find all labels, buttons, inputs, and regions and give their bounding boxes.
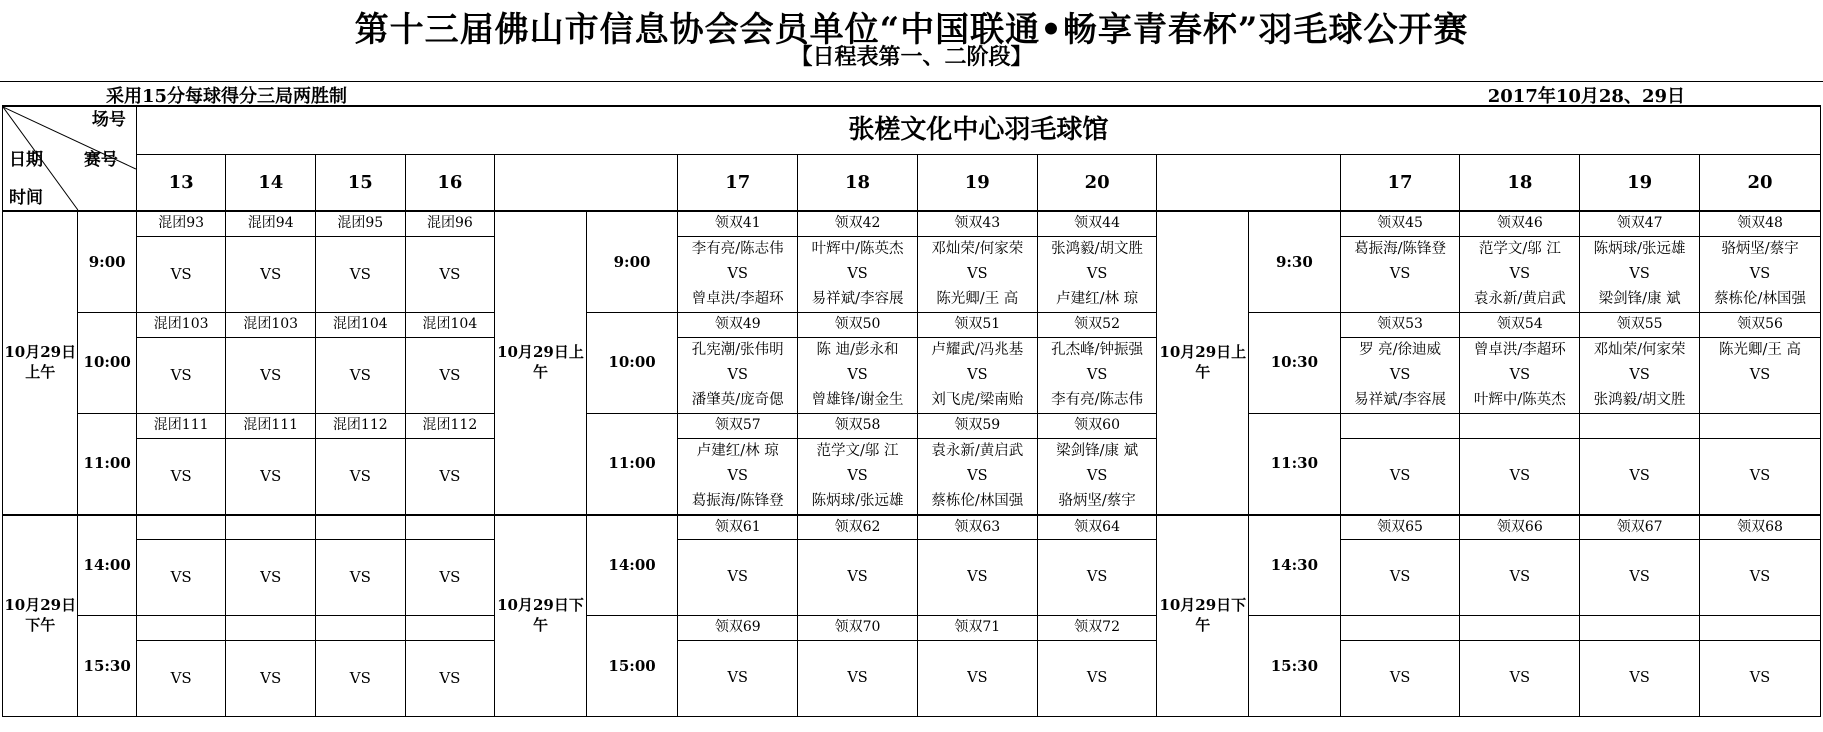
team-a: 邓灿荣/何家荣: [1593, 341, 1686, 358]
vs-label: VS: [1389, 467, 1411, 484]
vs-label: VS: [1389, 569, 1411, 585]
match-cell: [1580, 540, 1700, 616]
team-b: 潘肇英/庞奇偲: [691, 391, 784, 408]
vs-label: VS: [1086, 569, 1108, 585]
team-b: 卢建红/林 琼: [1056, 290, 1139, 307]
match-id: 领双59: [917, 413, 1037, 438]
match-cell: [1460, 641, 1580, 717]
match-id: [1460, 413, 1580, 438]
vs-label: VS: [226, 641, 316, 717]
day-label: 10月29日上午: [1157, 211, 1249, 515]
court-number: 15: [316, 155, 406, 211]
vs-label: VS: [727, 467, 748, 484]
vs-label: VS: [1509, 569, 1531, 585]
team-b: 蔡栋伦/林国强: [931, 492, 1024, 509]
match-cell: [678, 337, 798, 413]
team-b: 陈炳球/张远雄: [811, 492, 904, 509]
match-id: 领双72: [1037, 616, 1157, 641]
match-id: 混团111: [226, 413, 316, 438]
vs-label: VS: [847, 670, 868, 686]
team-a: 袁永新/黄启武: [931, 442, 1024, 459]
corner-date-label: 日期: [9, 150, 43, 170]
vs-label: VS: [727, 366, 748, 383]
match-id: [1700, 616, 1821, 641]
match-cell: [1700, 641, 1821, 717]
time-slot: 11:00: [78, 413, 136, 515]
team-a: 梁剑锋/康 斌: [1056, 442, 1139, 459]
match-id: 领双50: [798, 312, 918, 337]
team-b: [1341, 287, 1460, 312]
vs-label: VS: [1086, 265, 1108, 282]
court-number: 17: [1340, 155, 1460, 211]
match-id: 领双66: [1460, 515, 1580, 540]
vs-label: VS: [136, 540, 226, 616]
vs-label: VS: [316, 236, 406, 312]
match-cell: [1037, 337, 1157, 413]
vs-label: VS: [316, 337, 406, 413]
match-cell: [1460, 236, 1580, 312]
vs-label: VS: [1509, 467, 1531, 484]
vs-label: VS: [967, 265, 988, 282]
table-row: [3, 106, 1821, 155]
vs-label: VS: [405, 540, 495, 616]
vs-label: VS: [1509, 366, 1531, 383]
document-subtitle: 【日程表第一、二阶段】: [790, 44, 1033, 70]
court-number: 18: [798, 155, 918, 211]
vs-label: VS: [1509, 670, 1531, 686]
vs-label: VS: [967, 366, 988, 383]
team-a: 卢建红/林 琼: [696, 442, 779, 459]
match-id: 混团112: [405, 413, 495, 438]
match-id: 领双55: [1580, 312, 1700, 337]
table-row: [3, 337, 1821, 413]
vs-label: VS: [847, 265, 868, 282]
match-cell: [1460, 438, 1580, 515]
court-number: 16: [405, 155, 495, 211]
day-label: 10月29日下午: [495, 515, 587, 717]
vs-label: VS: [727, 569, 748, 585]
team-b: 易祥斌/李容展: [1354, 391, 1446, 408]
vs-label: VS: [967, 569, 988, 585]
vs-label: VS: [136, 236, 226, 312]
vs-label: VS: [405, 337, 495, 413]
match-id: 领双49: [678, 312, 798, 337]
corner-time-label: 时间: [9, 188, 43, 208]
team-a: 范学文/邬 江: [816, 442, 899, 459]
team-a: 骆炳坚/蔡宇: [1721, 240, 1799, 257]
time-slot: 15:30: [1249, 616, 1341, 717]
team-b: 陈光卿/王 高: [936, 290, 1019, 307]
corner-labels: [3, 107, 136, 210]
team-b: [1700, 388, 1820, 413]
match-id: 领双42: [798, 211, 918, 236]
table-row: [3, 413, 1821, 438]
team-b: 李有亮/陈志伟: [1051, 391, 1144, 408]
team-a: 陈炳球/张远雄: [1593, 240, 1686, 257]
table-row: [3, 236, 1821, 312]
match-id: 领双71: [917, 616, 1037, 641]
match-cell: [678, 641, 798, 717]
time-slot: 14:00: [586, 515, 678, 616]
match-cell: [678, 236, 798, 312]
time-slot: 11:30: [1249, 413, 1341, 515]
vs-label: VS: [1086, 366, 1108, 383]
time-slot: 15:30: [78, 616, 136, 717]
team-a: 陈 迪/彭永和: [816, 341, 899, 358]
vs-label: VS: [1389, 670, 1411, 686]
vs-label: VS: [1629, 670, 1650, 686]
match-id: [316, 515, 406, 540]
court-number: 20: [1700, 155, 1821, 211]
vs-label: VS: [316, 438, 406, 515]
match-id: 混团104: [405, 312, 495, 337]
vs-label: VS: [1086, 467, 1108, 484]
match-cell: [1700, 236, 1821, 312]
team-a: 李有亮/陈志伟: [691, 240, 784, 257]
team-b: 梁剑锋/康 斌: [1598, 290, 1681, 307]
match-id: 领双51: [917, 312, 1037, 337]
vs-label: VS: [727, 265, 748, 282]
vs-label: VS: [226, 236, 316, 312]
match-id: 混团93: [136, 211, 226, 236]
team-a: 张鸿毅/胡文胜: [1051, 240, 1144, 257]
time-slot: 14:30: [1249, 515, 1341, 616]
match-cell: [1700, 438, 1821, 515]
schedule-table: [2, 105, 1821, 717]
table-row: [3, 211, 1821, 236]
match-id: 领双70: [798, 616, 918, 641]
vs-label: VS: [1629, 265, 1650, 282]
match-id: 混团96: [405, 211, 495, 236]
event-date: 2017年10月28、29日: [1487, 86, 1685, 107]
court-number: 19: [917, 155, 1037, 211]
court-number: 13: [136, 155, 226, 211]
match-cell: [1580, 337, 1700, 413]
match-id: 领双52: [1037, 312, 1157, 337]
time-slot: 11:00: [586, 413, 678, 515]
match-id: 混团104: [316, 312, 406, 337]
team-b: 葛振海/陈锋登: [691, 492, 784, 509]
team-a: 曾卓洪/李超环: [1473, 341, 1566, 358]
match-cell: [1037, 438, 1157, 515]
table-row: [3, 515, 1821, 540]
match-cell: [917, 337, 1037, 413]
blank-header: [495, 155, 678, 211]
vs-label: VS: [1629, 467, 1650, 484]
table-row: [3, 312, 1821, 337]
match-cell: [798, 438, 918, 515]
match-id: 混团95: [316, 211, 406, 236]
match-cell: [1037, 236, 1157, 312]
match-id: 领双46: [1460, 211, 1580, 236]
match-id: 领双41: [678, 211, 798, 236]
team-b: 袁永新/黄启武: [1473, 290, 1566, 307]
day-label: 10月29日下午: [3, 515, 78, 717]
vs-label: VS: [136, 337, 226, 413]
match-id: 领双56: [1700, 312, 1821, 337]
match-id: 领双68: [1700, 515, 1821, 540]
match-id: 领双65: [1340, 515, 1460, 540]
match-id: 领双47: [1580, 211, 1700, 236]
match-cell: [798, 236, 918, 312]
court-number: 20: [1037, 155, 1157, 211]
match-cell: [678, 540, 798, 616]
time-slot: 15:00: [586, 616, 678, 717]
vs-label: VS: [847, 569, 868, 585]
time-slot: 10:00: [586, 312, 678, 413]
match-id: [136, 515, 226, 540]
vs-label: VS: [967, 670, 988, 686]
match-cell: [1340, 438, 1460, 515]
match-cell: [1460, 540, 1580, 616]
team-a: 罗 亮/徐迪威: [1359, 341, 1442, 358]
match-cell: [917, 236, 1037, 312]
vs-label: VS: [226, 438, 316, 515]
match-cell: [917, 641, 1037, 717]
table-row: [3, 155, 1821, 211]
court-number: 18: [1460, 155, 1580, 211]
time-slot: 10:30: [1249, 312, 1341, 413]
match-id: 领双48: [1700, 211, 1821, 236]
match-id: 领双62: [798, 515, 918, 540]
time-slot: 10:00: [78, 312, 136, 413]
vs-label: VS: [1389, 366, 1411, 383]
vs-label: VS: [1749, 265, 1771, 282]
match-cell: [917, 540, 1037, 616]
match-id: 领双45: [1340, 211, 1460, 236]
match-id: 领双63: [917, 515, 1037, 540]
match-id: [405, 616, 495, 641]
match-id: 领双64: [1037, 515, 1157, 540]
match-cell: [678, 438, 798, 515]
match-id: 混团94: [226, 211, 316, 236]
document-title: 第十三届佛山市信息协会会员单位“中国联通•畅享青春杯”羽毛球公开赛: [354, 10, 1469, 50]
match-id: 领双43: [917, 211, 1037, 236]
team-b: 张鸿毅/胡文胜: [1593, 391, 1686, 408]
vs-label: VS: [727, 670, 748, 686]
match-cell: [1580, 236, 1700, 312]
team-b: 叶辉中/陈英杰: [1473, 391, 1566, 408]
match-id: [226, 616, 316, 641]
match-id: [1340, 413, 1460, 438]
match-cell: [1340, 236, 1460, 312]
match-id: [226, 515, 316, 540]
corner-court-label: 场号: [91, 110, 126, 130]
match-id: 领双60: [1037, 413, 1157, 438]
court-number: 14: [226, 155, 316, 211]
scoring-rules: 采用15分每球得分三局两胜制: [106, 86, 348, 107]
team-a: 孔杰峰/钟振强: [1051, 341, 1144, 358]
team-b: 曾雄锋/谢金生: [811, 391, 904, 408]
match-cell: [1037, 540, 1157, 616]
team-b: 骆炳坚/蔡宇: [1058, 492, 1136, 509]
vs-label: VS: [1389, 265, 1411, 282]
team-b: 易祥斌/李容展: [811, 290, 904, 307]
team-b: 蔡栋伦/林国强: [1714, 290, 1806, 307]
vs-label: VS: [1749, 569, 1771, 585]
match-id: 混团103: [226, 312, 316, 337]
match-cell: [798, 337, 918, 413]
team-a: 孔宪潮/张伟明: [691, 341, 784, 358]
vs-label: VS: [405, 641, 495, 717]
vs-label: VS: [1749, 366, 1771, 383]
match-id: 混团111: [136, 413, 226, 438]
vs-label: VS: [847, 366, 868, 383]
match-id: 领双69: [678, 616, 798, 641]
match-cell: [917, 438, 1037, 515]
vs-label: VS: [226, 540, 316, 616]
team-a: 陈光卿/王 高: [1719, 341, 1801, 358]
match-id: 领双44: [1037, 211, 1157, 236]
vs-label: VS: [136, 438, 226, 515]
match-id: 领双58: [798, 413, 918, 438]
header-corner: [3, 106, 137, 211]
blank-header: [1157, 155, 1340, 211]
team-a: 范学文/邬 江: [1478, 240, 1561, 257]
match-cell: [1460, 337, 1580, 413]
vs-label: VS: [316, 641, 406, 717]
day-label: 10月29日上午: [495, 211, 587, 515]
match-id: [1460, 616, 1580, 641]
team-a: 葛振海/陈锋登: [1354, 240, 1446, 257]
match-id: 领双53: [1340, 312, 1460, 337]
match-cell: [798, 540, 918, 616]
court-number: 17: [678, 155, 798, 211]
match-cell: [1580, 641, 1700, 717]
vs-label: VS: [1509, 265, 1531, 282]
table-row: [3, 641, 1821, 717]
vs-label: VS: [967, 467, 988, 484]
vs-label: VS: [136, 641, 226, 717]
match-id: 领双57: [678, 413, 798, 438]
vs-label: VS: [1629, 569, 1650, 585]
match-id: [316, 616, 406, 641]
vs-label: VS: [847, 467, 868, 484]
match-cell: [1340, 540, 1460, 616]
table-row: [3, 438, 1821, 515]
team-a: 邓灿荣/何家荣: [931, 240, 1024, 257]
vs-label: VS: [405, 438, 495, 515]
team-a: 叶辉中/陈英杰: [811, 240, 904, 257]
table-row: [3, 616, 1821, 641]
match-id: [136, 616, 226, 641]
team-b: 曾卓洪/李超环: [691, 290, 784, 307]
match-cell: [1700, 540, 1821, 616]
match-id: 领双67: [1580, 515, 1700, 540]
match-id: 领双54: [1460, 312, 1580, 337]
match-id: [1580, 616, 1700, 641]
time-slot: 9:00: [586, 211, 678, 312]
match-id: [405, 515, 495, 540]
match-id: [1580, 413, 1700, 438]
match-cell: [1340, 641, 1460, 717]
vs-label: VS: [316, 540, 406, 616]
match-id: 混团112: [316, 413, 406, 438]
team-a: 卢耀武/冯兆基: [931, 341, 1024, 358]
court-number: 19: [1580, 155, 1700, 211]
match-id: [1340, 616, 1460, 641]
match-id: 混团103: [136, 312, 226, 337]
match-cell: [798, 641, 918, 717]
match-id: [1700, 413, 1821, 438]
match-cell: [1340, 337, 1460, 413]
day-label: 10月29日上午: [3, 211, 78, 515]
time-slot: 14:00: [78, 515, 136, 616]
venue-title: 张槎文化中心羽毛球馆: [136, 106, 1820, 155]
table-row: [3, 540, 1821, 616]
day-label: 10月29日下午: [1157, 515, 1249, 717]
time-slot: 9:30: [1249, 211, 1341, 312]
corner-match-label: 赛号: [83, 150, 118, 170]
match-id: 领双61: [678, 515, 798, 540]
vs-label: VS: [405, 236, 495, 312]
vs-label: VS: [1749, 467, 1771, 484]
vs-label: VS: [1086, 670, 1108, 686]
team-b: 刘飞虎/梁南贻: [931, 391, 1024, 408]
match-cell: [1700, 337, 1821, 413]
match-cell: [1580, 438, 1700, 515]
vs-label: VS: [1629, 366, 1650, 383]
match-cell: [1037, 641, 1157, 717]
time-slot: 9:00: [78, 211, 136, 312]
vs-label: VS: [226, 337, 316, 413]
vs-label: VS: [1749, 670, 1771, 686]
